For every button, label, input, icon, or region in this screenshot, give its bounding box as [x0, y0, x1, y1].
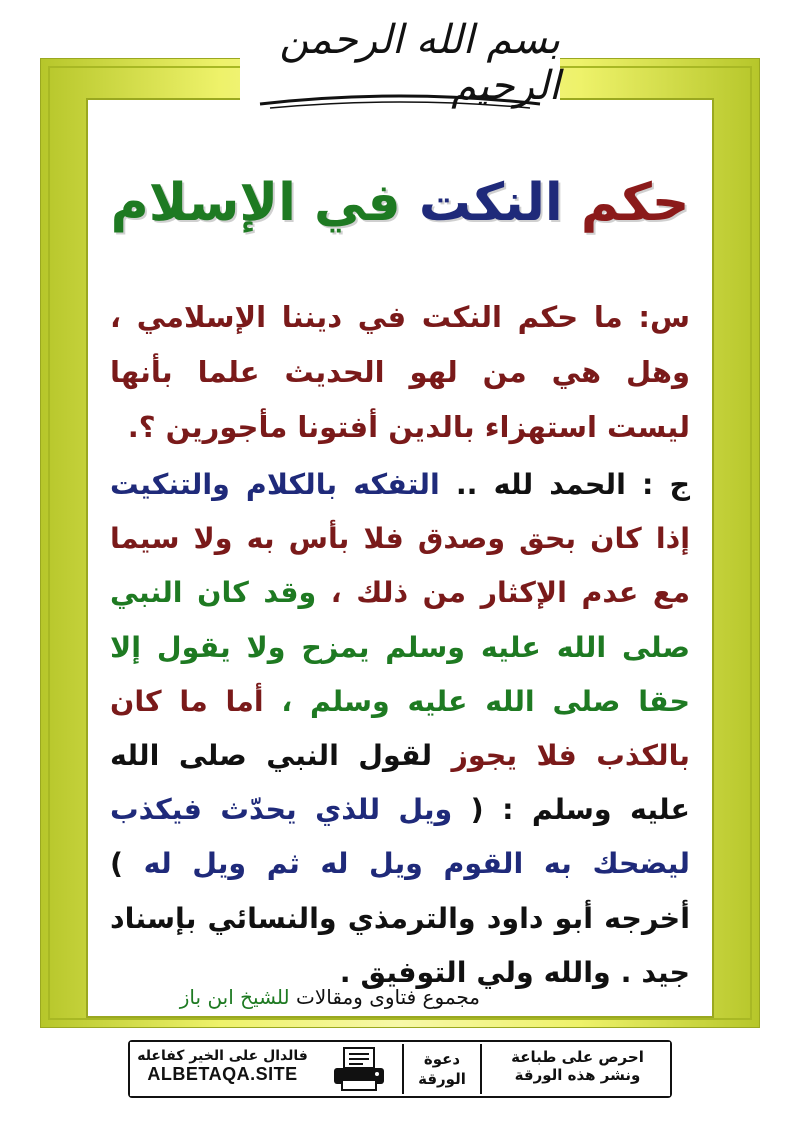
source-author: للشيخ ابن باز [179, 985, 290, 1009]
answer-opening: ج : الحمد لله .. [439, 468, 691, 501]
basmala-header [240, 8, 560, 118]
answer-prophet-example: وقد كان النبي صلى الله عليه وسلم يمزح ولا يقول إلا حقا صلى الله عليه وسلم ، [110, 576, 690, 718]
title-word-2: النكت [418, 173, 563, 233]
logo-line-2: الورقة [418, 1070, 466, 1088]
footer-appeal-line-2: ونشر هذه الورقة [514, 1066, 641, 1084]
footer-appeal-line-1: احرص على طباعة [511, 1048, 644, 1066]
logo-line-1: دعوة [423, 1050, 461, 1068]
footer-website[interactable]: ALBETAQA.SITE [147, 1064, 298, 1084]
title-word-1: حكم [580, 173, 690, 233]
answer-evidence-intro: لقول النبي صلى الله عليه وسلم : ( [110, 739, 690, 827]
source-citation [180, 985, 480, 1009]
question-text: س: ما حكم النكت في ديننا الإسلامي ، وهل هي من لهو الحديث علما بأنها ليست استهزاء بالدين أفتونا مأجورين ؟. [110, 300, 690, 444]
answer-text [110, 458, 690, 1000]
title-word-3: في الإسلام [110, 173, 401, 233]
answer-hadith: ويل للذي يحدّث فيكذب ليضحك به القوم ويل له ثم ويل له [110, 793, 690, 881]
answer-prohibition: أما ما كان بالكذب فلا يجوز [110, 684, 690, 773]
basmala-text: بسم الله الرحمن الرحيم [279, 17, 560, 109]
footer-website-block [130, 1042, 315, 1096]
footer-bar [128, 1040, 672, 1098]
page-title [100, 168, 700, 238]
footer-print-appeal [485, 1042, 670, 1096]
footer-motto: فالدال على الخير كفاعله [137, 1048, 308, 1064]
source-title: مجموع فتاوى ومقالات [289, 985, 480, 1009]
answer-ruling: إذا كان بحق وصدق فلا بأس به ولا سيما مع عدم الإكثار من ذلك ، [110, 522, 690, 610]
answer-topic: التفكه بالكلام والتنكيت [110, 468, 440, 501]
printer-icon [330, 1046, 390, 1092]
footer-logo [402, 1044, 482, 1094]
answer-reference: ) أخرجه أبو داود والترمذي والنسائي بإسناد جيد . والله ولي التوفيق . [110, 847, 690, 989]
